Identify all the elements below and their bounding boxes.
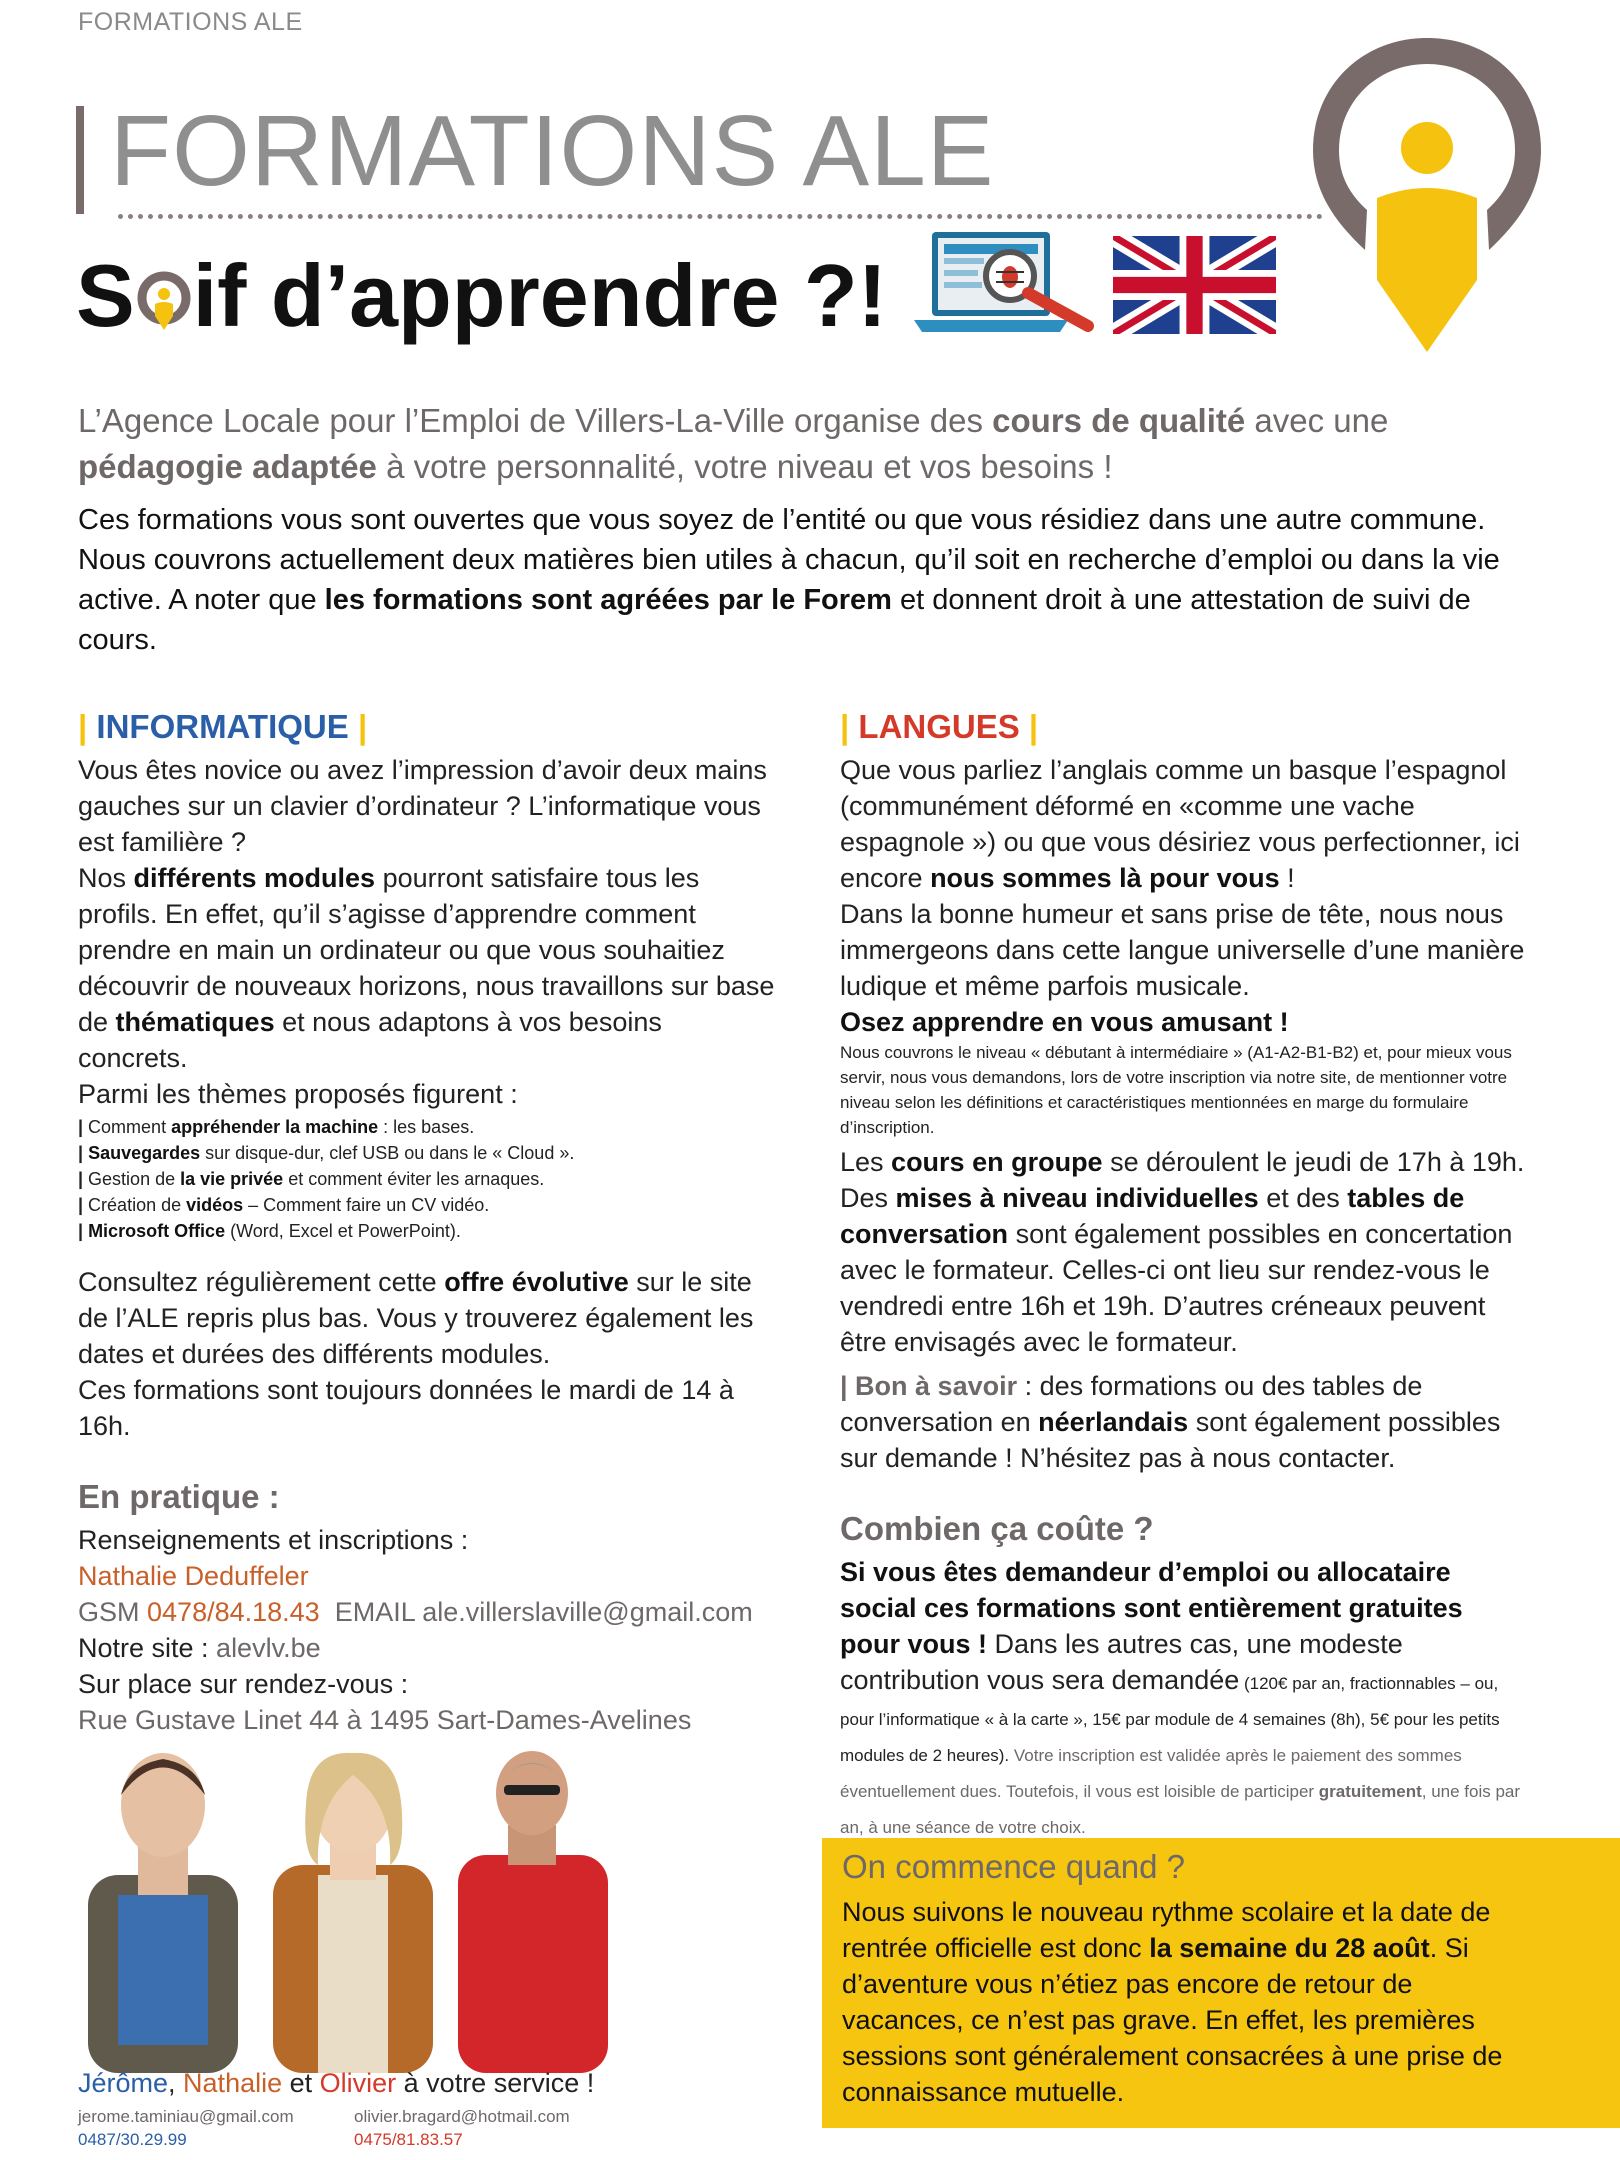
start-date-box [822,1838,1620,2128]
list-text: : les bases. [378,1117,475,1137]
place-label: Sur place sur rendez-vous : [78,1669,409,1699]
uk-flag-icon [1113,236,1276,334]
text: Consultez régulièrement cette [78,1267,445,1297]
jerome-phone[interactable]: 0487/30.29.99 [78,2130,187,2149]
contact-line [78,1594,778,1630]
list-bullet: | [78,1195,84,1215]
gsm-number: 0478/84.18.43 [147,1597,320,1627]
intro-paragraph: Ces formations vous sont ouvertes que vous soyez de l’entité ou que vous résidiez dans une autre commune. [78,504,1486,536]
subtitle-end: if d’apprendre ?! [192,246,887,345]
cout-note: , une fois par an, à une séance de votre choix. [840,1782,1521,1837]
cout-text: Dans les autres cas, une modeste contribution vous sera demandée [840,1629,1403,1695]
text: sont également possibles en concertation avec le formateur. Celles-ci ont lieu sur rendez-vous le vendredi entre 16h et 19h. D’autres créneaux peuvent être envisagés avec le formateur. [840,1219,1513,1357]
olivier-phone[interactable]: 0475/81.83.57 [354,2130,463,2149]
site-label: Notre site : [78,1633,217,1663]
list-text: Gestion de [83,1169,181,1189]
person-olivier [458,1751,608,2073]
email-link[interactable]: ale.villerslaville@gmail.com [422,1597,753,1627]
bold: tables de conversation [840,1183,1465,1249]
langues-body [840,752,1530,1476]
list-text: et comment éviter les arnaques. [283,1169,545,1189]
heading-bar: | [357,708,368,745]
intro-text: Nous couvrons actuellement deux matières bien utiles à chacun, qu’il soit en recherche d’emploi ou dans la vie active. A noter que [78,544,1500,616]
bon-a-savoir-label: | Bon à savoir [840,1371,1018,1401]
informatique-paragraph: Parmi les thèmes proposés figurent : [78,1079,518,1109]
bold: offre évolutive [444,1267,629,1297]
sep: et [282,2068,320,2098]
text: et nous adaptons à vos besoins concrets. [78,1007,662,1073]
pratique-label: Renseignements et inscriptions : [78,1525,469,1555]
theme-list-item [78,1192,778,1218]
list-bold: Microsoft Office [88,1221,226,1241]
list-bullet: | [78,1169,84,1189]
informatique-paragraph: Ces formations sont toujours données le mardi de 14 à 16h. [78,1375,734,1441]
laptop-bug-magnifier-icon [910,228,1095,338]
langues-paragraph [840,1368,1530,1476]
text: . Si d’aventure vous n’étiez pas encore de retour de vacances, ce n’est pas grave. En effet, les premières sessions sont généralement consacrées à une prise de connaissance mutuelle. [842,1933,1503,2107]
intro-highlight [78,398,1538,490]
bold: nous sommes là pour vous [930,863,1280,893]
theme-list [78,1114,778,1244]
name-jerome: Jérôme [78,2068,169,2098]
intro-paragraph [78,540,1508,660]
site-line [78,1630,778,1666]
text: Les [840,1147,892,1177]
subtitle-start: S [76,246,135,345]
langues-paragraph [840,752,1530,896]
address: Rue Gustave Linet 44 à 1495 Sart-Dames-Avelines [78,1705,692,1735]
site-link[interactable]: alevlv.be [216,1633,321,1663]
olivier-email[interactable]: olivier.bragard@hotmail.com [354,2107,570,2126]
list-text: sur disque-dur, clef USB ou dans le « Cloud ». [200,1143,575,1163]
bold: la semaine du 28 août [1149,1933,1430,1963]
heading-text: LANGUES [858,708,1020,745]
text: Que vous parliez l’anglais comme un basque l’espagnol (communément déformé en «comme une vache espagnole ») ou que vous désiriez vous perfectionner, ici encore [840,755,1520,893]
cout-note-bold: gratuitement [1318,1782,1422,1801]
intro-text: L’Agence Locale pour l’Emploi de Villers-La-Ville organise des [78,402,993,439]
page-subtitle [76,248,887,345]
langues-paragraph [840,1144,1530,1360]
quand-body [842,1894,1522,2110]
list-bold: appréhender la machine [171,1117,379,1137]
informatique-body [78,752,778,1444]
bold: thématiques [115,1007,275,1037]
heading-bar: | [78,708,88,745]
list-text: Comment [83,1117,172,1137]
text: Nous suivons le nouveau rythme scolaire et la date de rentrée officielle est donc [842,1897,1491,1963]
list-text: – Comment faire un CV vidéo. [243,1195,490,1215]
list-bullet: | [78,1143,84,1163]
intro-bold: pédagogie adaptée [78,448,377,485]
person-jerome [88,1753,238,2073]
name-nathalie: Nathalie [183,2068,283,2098]
langues-motto: Osez apprendre en vous amusant ! [840,1007,1289,1037]
gsm-label: GSM [78,1597,148,1627]
text: sont également possibles sur demande ! N’hésitez pas à nous contacter. [840,1407,1501,1473]
cout-note: Votre inscription est validée après le paiement des sommes éventuellement dues. Toutefois, il vous est loisible de participer [840,1746,1462,1801]
jerome-email[interactable]: jerome.taminiau@gmail.com [78,2107,294,2126]
text: sur le site de l’ALE repris plus bas. Vous y trouverez également les dates et durées des différents modules. [78,1267,754,1369]
theme-list-item [78,1140,778,1166]
intro-body [78,500,1508,660]
langues-paragraph: Dans la bonne humeur et sans prise de tête, nous nous immergeons dans cette langue universelle d’une manière ludique et même parfois musicale. [840,899,1525,1001]
theme-list-item [78,1218,778,1244]
list-bullet: | [78,1221,84,1241]
intro-bold: cours de qualité [992,402,1246,439]
informatique-heading [78,708,778,746]
langues-levels-note: Nous couvrons le niveau « débutant à intermédiaire » (A1-A2-B1-B2) et, pour mieux vous servir, nous vous demandons, lors de votre inscription via notre site, de mentionner votre niveau selon les définitions et caractéristiques mentionnées en marge du formulaire d’inscription. [840,1043,1512,1137]
cout-bold: Si vous êtes demandeur d’emploi ou allocataire social ces formations sont entièrement gratuites pour vous ! [840,1557,1463,1659]
location-pin-person-icon [1305,30,1550,360]
theme-list-item [78,1166,778,1192]
bold: différents modules [133,863,376,893]
pratique-body [78,1522,778,1738]
bold: néerlandais [1038,1407,1189,1437]
pin-o-icon [135,266,193,326]
list-bold: vidéos [186,1195,244,1215]
text: Nos [78,863,134,893]
name-olivier: Olivier [319,2068,397,2098]
informatique-paragraph [78,860,778,1076]
text: et des [1258,1183,1348,1213]
informatique-paragraph [78,1264,778,1372]
heading-bar: | [840,708,850,745]
langues-heading [840,708,1540,746]
dotted-divider [118,214,1323,219]
list-text: (Word, Excel et PowerPoint). [225,1221,461,1241]
intro-text: à votre personnalité, votre niveau et vos besoins ! [376,448,1113,485]
informatique-paragraph: Vous êtes novice ou avez l’impression d’avoir deux mains gauches sur un clavier d’ordinateur ? L’informatique vous est familière ? [78,755,767,857]
email-label: EMAIL [319,1597,423,1627]
page-title: FORMATIONS ALE [110,95,995,207]
pratique-heading: En pratique : [78,1478,280,1515]
text: ! [1279,863,1295,893]
quand-heading: On commence quand ? [842,1848,1186,1885]
cout-body [840,1554,1530,1842]
theme-list-item [78,1114,778,1140]
list-bold: la vie privée [180,1169,284,1189]
intro-bold: les formations sont agréées par le Forem [324,584,892,616]
contact-name: Nathalie Deduffeler [78,1561,309,1591]
text: : des formations ou des tables de conversation en [840,1371,1423,1437]
list-bullet: | [78,1117,84,1137]
text: se déroulent le jeudi de 17h à 19h. Des [840,1147,1525,1213]
list-bold: Sauvegardes [88,1143,201,1163]
sep: , [168,2068,184,2098]
caption-tail: à votre service ! [396,2068,595,2098]
header-small-title: FORMATIONS ALE [78,8,303,36]
bold: mises à niveau individuelles [895,1183,1259,1213]
intro-text: et donnent droit à une attestation de suivi de cours. [78,584,1471,656]
heading-bar: | [1028,708,1039,745]
team-photo [78,1745,618,2073]
heading-text: INFORMATIQUE [96,708,349,745]
cout-pricing: (120€ par an, fractionnables – ou, pour l’informatique « à la carte », 15€ par module de 4 semaines (8h), 5€ pour les petits modules de 2 heures). [840,1674,1500,1765]
intro-text: avec une [1245,402,1389,439]
cout-heading: Combien ça coûte ? [840,1510,1154,1547]
list-text: Création de [83,1195,187,1215]
bold: cours en groupe [891,1147,1103,1177]
text: pourront satisfaire tous les profils. En effet, qu’il s’agisse d’apprendre comment prendre en main un ordinateur ou que vous souhaitiez découvrir de nouveaux horizons, nous travaillons sur base de [78,863,775,1037]
team-caption [78,2068,594,2099]
title-accent-bar [76,106,84,214]
person-nathalie [273,1753,433,2073]
